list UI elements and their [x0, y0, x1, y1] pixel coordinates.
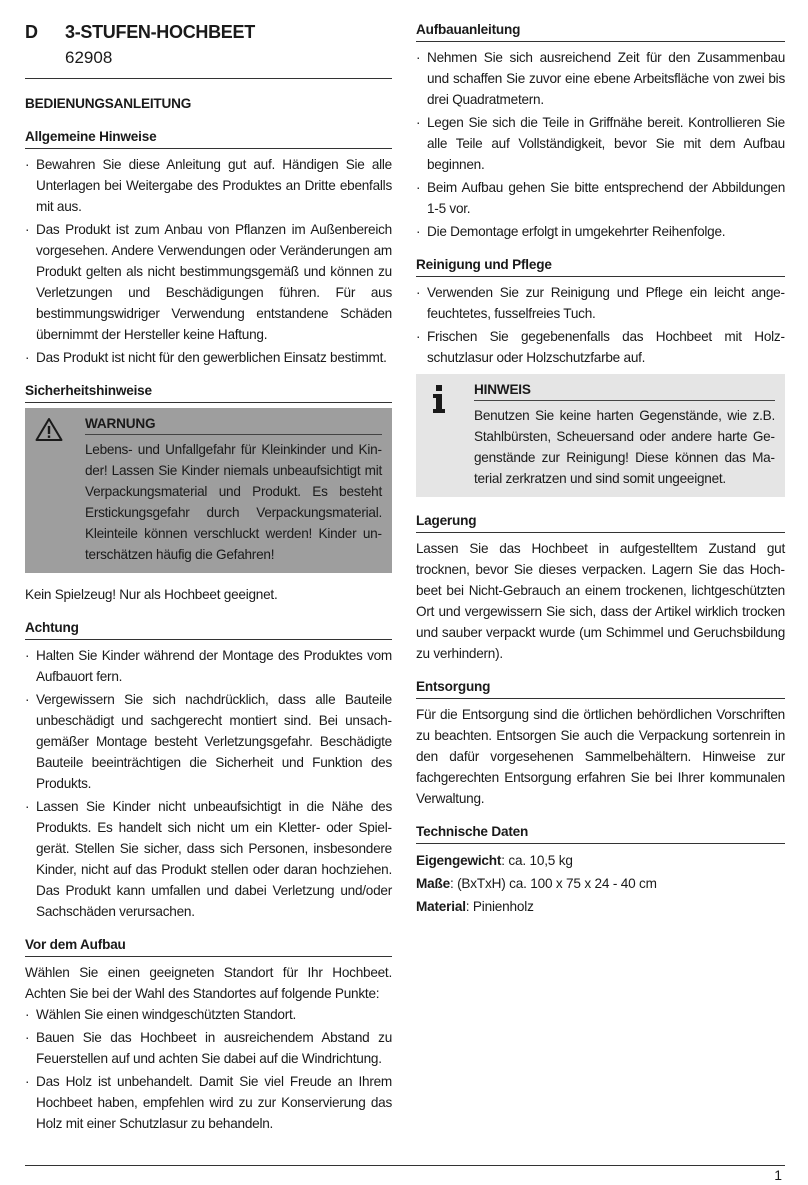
- general-notes-list: [25, 154, 392, 368]
- language-code: D: [25, 22, 39, 42]
- tech-separator: :: [501, 853, 505, 868]
- list-item: · Vergewissern Sie sich nachdrücklich, dass alle Bauteile unbeschädigt und sachgerecht montiert sind. Bei unsachgemäßer Montage besteht Verletzungsgefahr. Beschädigte Bauteile beeinträchtigen die Sicherheit und Funktion des Produkts.: [25, 689, 392, 794]
- warning-body: [65, 414, 382, 565]
- section-heading-general: Allgemeine Hinweise: [25, 127, 392, 149]
- tech-label: Eigengewicht: [416, 853, 502, 868]
- disposal-text: Für die Entsorgung sind die örtlichen behördlichen Vorschriften zu beachten. Entsorgen Sie auch die Verpackung sortenrein in den dafür vorgesehenen Sammelbehältern. Hinweise zur fachgerechten Entsorgung erfahren Sie bei Ihrer kommunalen Verwaltung.: [416, 707, 785, 806]
- storage-text: Lassen Sie das Hochbeet in aufgestelltem Zustand gut trocknen, bevor Sie dieses verpacken. Lagern Sie das Hochbeet bei Nicht-Gebrauch an einem trockenen, lichtgeschützten Ort und vergewissern Sie sich, dass der Artikel wirklich trocken und sauber verpackt wurde (um Schimmel und Geruchsbildung zu verhindern).: [416, 541, 785, 661]
- list-item: · Das Produkt ist nicht für den gewerblichen Einsatz bestimmt.: [25, 347, 392, 368]
- page-number: 1: [774, 1167, 782, 1183]
- list-item: · Frischen Sie gegebenenfalls das Hochbeet mit Holzschutzlasur oder Holzschutzfarbe auf.: [416, 326, 785, 368]
- tech-row-dimensions: [416, 872, 785, 895]
- note-text: Benutzen Sie keine harten Gegenstände, wie z.B. Stahlbürsten, Scheuersand oder andere harte Gegenstände zur Reinigung! Diese können das Material zerkratzen und sind somit ungeeignet.: [474, 408, 775, 486]
- list-item: · Das Produkt ist zum Anbau von Pflanzen im Außenbereich vorgesehen. Andere Verwendungen oder Veränderungen am Produkt gelten als nicht bestimmungsgemäß und können zu Verletzungen und Beschädigungen führen. Für aus bestimmungswidriger Verwendung entstandene Schäden übernimmt der Hersteller keine Haftung.: [25, 219, 392, 345]
- warning-triangle-icon: [35, 414, 65, 565]
- section-heading-assembly: Aufbauanleitung: [416, 20, 785, 42]
- not-a-toy-notice: Kein Spielzeug! Nur als Hochbeet geeignet.: [25, 587, 278, 602]
- title-block: [65, 20, 255, 72]
- list-item: · Halten Sie Kinder während der Montage des Produktes vom Aufbauort fern.: [25, 645, 392, 687]
- warning-text: Lebens- und Unfallgefahr für Kleinkinder und Kinder! Lassen Sie Kinder niemals unbeaufsichtigt mit Verpackungsmaterial und Produkt. Es besteht Erstickungsgefahr durch Verpackungsmaterial. Kleinteile können verschluckt werden! Kinder unterschätzen häufig die Gefahren!: [85, 442, 382, 562]
- technical-data: [416, 849, 785, 918]
- tech-row-weight: [416, 849, 785, 872]
- caution-list: [25, 645, 392, 922]
- tech-value: Pinienholz: [469, 899, 534, 914]
- product-title: 3-STUFEN-HOCHBEET: [65, 22, 255, 42]
- list-item: · Bauen Sie das Hochbeet in ausreichendem Abstand zu Feuerstellen auf und achten Sie dabei auf die Windrichtung.: [25, 1027, 392, 1069]
- model-number: 62908: [65, 48, 113, 67]
- list-item: · Die Demontage erfolgt in umgekehrter Reihenfolge.: [416, 221, 785, 242]
- left-column: [25, 20, 392, 1136]
- section-heading-technical: Technische Daten: [416, 822, 785, 844]
- section-heading-cleaning: Reinigung und Pflege: [416, 255, 785, 277]
- note-box: [416, 374, 785, 497]
- note-title: HINWEIS: [474, 380, 775, 401]
- list-item: · Nehmen Sie sich ausreichend Zeit für den Zusammenbau und schaffen Sie zuvor eine ebene Arbeitsfläche von zwei bis drei Quadratmetern.: [416, 47, 785, 110]
- cleaning-list: [416, 282, 785, 368]
- assembly-list: [416, 47, 785, 242]
- tech-value: (BxTxH) ca. 100 x 75 x 24 - 40 cm: [453, 876, 657, 891]
- list-item: · Das Holz ist unbehandelt. Damit Sie viel Freude an Ihrem Hochbeet haben, empfehlen wird zu zur Konservierung das Holz mit einer Schutzlasur zu behandeln.: [25, 1071, 392, 1134]
- right-column: [416, 20, 785, 918]
- section-heading-safety: Sicherheitshinweise: [25, 381, 392, 403]
- note-body: [468, 380, 775, 489]
- list-item: · Beim Aufbau gehen Sie bitte entsprechend der Abbildungen 1-5 vor.: [416, 177, 785, 219]
- list-item: · Wählen Sie einen windgeschützten Standort.: [25, 1004, 392, 1025]
- before-assembly-list: [25, 1004, 392, 1134]
- section-heading-caution: Achtung: [25, 618, 392, 640]
- section-heading-storage: Lagerung: [416, 511, 785, 533]
- list-item: · Verwenden Sie zur Reinigung und Pflege ein leicht angefeuchtetes, fusselfreies Tuch.: [416, 282, 785, 324]
- tech-separator: :: [449, 876, 454, 891]
- section-heading-disposal: Entsorgung: [416, 677, 785, 699]
- warning-title: WARNUNG: [85, 414, 382, 435]
- tech-row-material: [416, 895, 785, 918]
- list-item: · Legen Sie sich die Teile in Griffnähe bereit. Kontrollieren Sie alle Teile auf Vollständigkeit, bevor Sie mit dem Aufbau beginnen.: [416, 112, 785, 175]
- list-item: · Lassen Sie Kinder nicht unbeaufsichtigt in die Nähe des Produkts. Es handelt sich nicht um ein Kletter- oder Spielgerät. Stellen Sie sicher, dass sich Personen, insbesondere Kinder, nicht auf das Produkt stellen oder daran hochziehen. Das Produkt kann umfallen und dabei Verletzung und/oder Sachschäden verursachen.: [25, 796, 392, 922]
- tech-label: Material: [416, 899, 466, 914]
- info-icon: [426, 380, 468, 489]
- before-assembly-intro: Wählen Sie einen geeigneten Standort für Ihr Hochbeet. Achten Sie bei der Wahl des Standortes auf folgende Punkte:: [25, 965, 392, 1001]
- section-heading-before-assembly: Vor dem Aufbau: [25, 935, 392, 957]
- tech-separator: :: [465, 899, 470, 914]
- warning-box: [25, 408, 392, 573]
- document-type-heading: BEDIENUNGSANLEITUNG: [25, 96, 192, 111]
- document-header: [25, 20, 392, 79]
- footer-divider: [25, 1165, 785, 1166]
- list-item: · Bewahren Sie diese Anleitung gut auf. Händigen Sie alle Unterlagen bei Weitergabe des Produktes an Dritte ebenfalls mit aus.: [25, 154, 392, 217]
- tech-value: ca. 10,5 kg: [504, 853, 573, 868]
- tech-label: Maße: [416, 876, 450, 891]
